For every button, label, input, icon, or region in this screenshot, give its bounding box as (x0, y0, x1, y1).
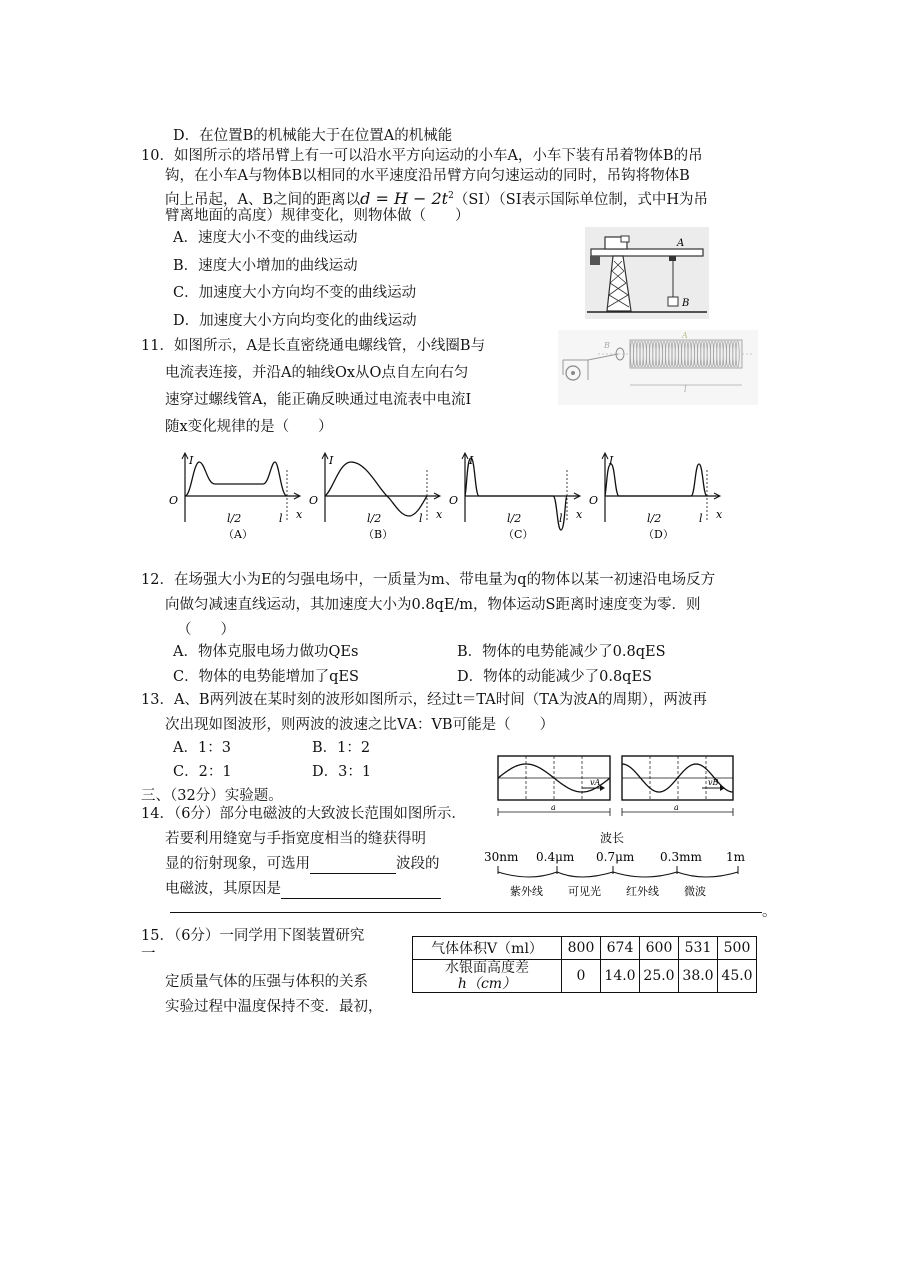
q13-line2: 次出现如图波形，则两波的波速之比VA：VB可能是（ ） (165, 717, 555, 733)
wave-figures (494, 752, 739, 822)
q10-option-d: D．加速度大小方向均变化的曲线运动 (173, 313, 417, 329)
graph-tick-l: l (419, 512, 423, 525)
q11-line4: 随x变化规律的是（ ） (165, 419, 333, 435)
gas-data-table (412, 936, 757, 993)
volume-cell: 674 (601, 937, 640, 960)
solenoid-label-b: B (604, 341, 610, 350)
height-cell: 38.0 (679, 960, 718, 993)
graph-tick-half: l/2 (227, 512, 242, 525)
height-label: 水银面高度差 h（cm） (413, 960, 562, 993)
height-cell: 25.0 (640, 960, 679, 993)
tick-1m: 1m (726, 850, 746, 864)
q14-blank-reason[interactable] (281, 882, 441, 899)
q10-option-a: A．速度大小不变的曲线运动 (173, 230, 358, 246)
crane-label-a: A (677, 238, 685, 249)
band-uv: 紫外线 (510, 885, 543, 898)
graph-origin: O (449, 494, 459, 507)
graph-axis-x: x (436, 508, 443, 521)
q9-option-d: D．在位置B的机械能大于在位置A的机械能 (173, 128, 453, 144)
q10-option-c: C．加速度大小方向均不变的曲线运动 (173, 285, 417, 301)
q13-option-a: A．1：3 (173, 740, 231, 756)
band-microwave: 微波 (684, 885, 706, 898)
graph-axis-x: x (716, 508, 723, 521)
wave-label-a2: a (674, 803, 679, 812)
graph-tick-half: l/2 (507, 512, 522, 525)
graph-tick-l: l (559, 512, 563, 525)
q13-line1: 13．A、B两列波在某时刻的波形如图所示，经过t＝TA时间（TA为波A的周期），两波再 (141, 692, 707, 708)
volume-cell: 600 (640, 937, 679, 960)
q12-line1: 12．在场强大小为E的匀强电场中，一质量为m、带电量为q的物体以某一初速沿电场反方 (141, 572, 716, 588)
crane-figure (585, 227, 709, 319)
graph-axis-i: I (329, 454, 334, 467)
q15-line1: 15．（6分）一同学用下图装置研究 (141, 928, 365, 944)
q14-end-mark: 。 (762, 904, 777, 920)
q10-line4: 臂离地面的高度）规律变化，则物体做（ ） (165, 208, 470, 224)
graph-axis-x: x (296, 508, 303, 521)
graph-tick-half: l/2 (647, 512, 662, 525)
graph-caption: （D） (643, 528, 674, 541)
wave-label-va: vA (590, 778, 601, 787)
q14-line3: 显的衍射现象，可选用 波段的 (165, 856, 440, 872)
graph-caption: （B） (363, 528, 394, 541)
q14-blank-band[interactable] (310, 857, 396, 874)
q10-option-b: B．速度大小增加的曲线运动 (173, 258, 358, 274)
q12-option-d: D．物体的动能减少了0.8qES (457, 669, 652, 685)
graph-origin: O (589, 494, 599, 507)
solenoid-label-a: A (682, 331, 688, 340)
height-cell: 45.0 (718, 960, 757, 993)
graph-tick-l: l (699, 512, 703, 525)
spectrum-title: 波长 (599, 831, 625, 845)
q13-option-c: C．2：1 (173, 764, 232, 780)
graph-axis-i: I (469, 454, 474, 467)
band-infrared: 红外线 (626, 885, 659, 898)
q15-line2: 定质量气体的压强与体积的关系 (165, 974, 368, 990)
q12-line2: 向做匀减速直线运动，其加速度大小为0.8qE/m，物体运动S距离时速度变为零．则 (165, 597, 701, 613)
q10-line2: 钩，在小车A与物体B以相同的水平速度沿吊臂方向匀速运动的同时，吊钩将物体B (165, 168, 690, 184)
q10-line1: 10．如图所示的塔吊臂上有一可以沿水平方向运动的小车A，小车下装有吊着物体B的吊 (141, 148, 703, 164)
graph-origin: O (169, 494, 179, 507)
graph-option (449, 453, 583, 541)
q10-line3: 向上吊起，A、B之间的距离以$d = H - 2t^2(SI)(SI$表示国际单位制，式中H为吊 (165, 188, 709, 208)
q15-line3: 实验过程中温度保持不变．最初， (165, 999, 383, 1015)
solenoid-label-l: l (684, 385, 687, 394)
graph-option (589, 453, 723, 541)
height-cell: 0 (562, 960, 601, 993)
current-graphs (155, 450, 730, 545)
crane-label-b: B (682, 298, 690, 309)
section-3-heading: 三、（32分）实验题。 (141, 788, 283, 804)
q13-option-b: B．1：2 (312, 740, 371, 756)
q11-line1: 11．如图所示，A是长直密绕通电螺线管，小线圈B与 (141, 338, 486, 354)
wave-label-a1: a (551, 803, 556, 812)
tick-0-7um: 0.7μm (596, 850, 635, 864)
graph-option (169, 453, 303, 541)
q11-line3: 速穿过螺线管A，能正确反映通过电流表中电流I (165, 392, 472, 408)
q14-line1: 14．（6分）部分电磁波的大致波长范围如图所示． (141, 806, 466, 822)
q15-line1b: 一 (141, 946, 156, 962)
height-cell: 14.0 (601, 960, 640, 993)
spectrum-figure (480, 828, 755, 903)
graph-axis-i: I (189, 454, 194, 467)
tick-0-3mm: 0.3mm (660, 850, 702, 864)
volume-cell: 500 (718, 937, 757, 960)
graph-axis-x: x (576, 508, 583, 521)
q11-line2: 电流表连接，并沿A的轴线Ox从O点自左向右匀 (165, 365, 469, 381)
volume-cell: 800 (562, 937, 601, 960)
q13-option-d: D．3：1 (312, 764, 372, 780)
graph-tick-l: l (279, 512, 283, 525)
tick-30nm: 30nm (484, 850, 519, 864)
graph-option (309, 453, 443, 541)
wave-label-vb: vB (708, 778, 719, 787)
volume-label: 气体体积V（ml） (413, 937, 562, 960)
table-row (413, 937, 757, 960)
q12-option-c: C．物体的电势能增加了qES (173, 669, 359, 685)
graph-caption: （C） (503, 528, 534, 541)
q12-option-a: A．物体克服电场力做功QEs (173, 644, 359, 660)
solenoid-figure (558, 330, 758, 405)
graph-axis-i: I (609, 454, 614, 467)
q12-option-b: B．物体的电势能减少了0.8qES (457, 644, 666, 660)
q12-line3: （ ） (177, 622, 235, 638)
q14-answer-line[interactable] (170, 912, 762, 913)
band-visible: 可见光 (568, 885, 601, 898)
volume-cell: 531 (679, 937, 718, 960)
graph-origin: O (309, 494, 319, 507)
table-row (413, 960, 757, 993)
graph-caption: （A） (223, 528, 253, 541)
graph-tick-half: l/2 (367, 512, 382, 525)
q14-line4: 电磁波，其原因是 (165, 879, 441, 899)
tick-0-4um: 0.4μm (536, 850, 575, 864)
q14-line2: 若要利用缝宽与手指宽度相当的缝获得明 (165, 831, 426, 847)
